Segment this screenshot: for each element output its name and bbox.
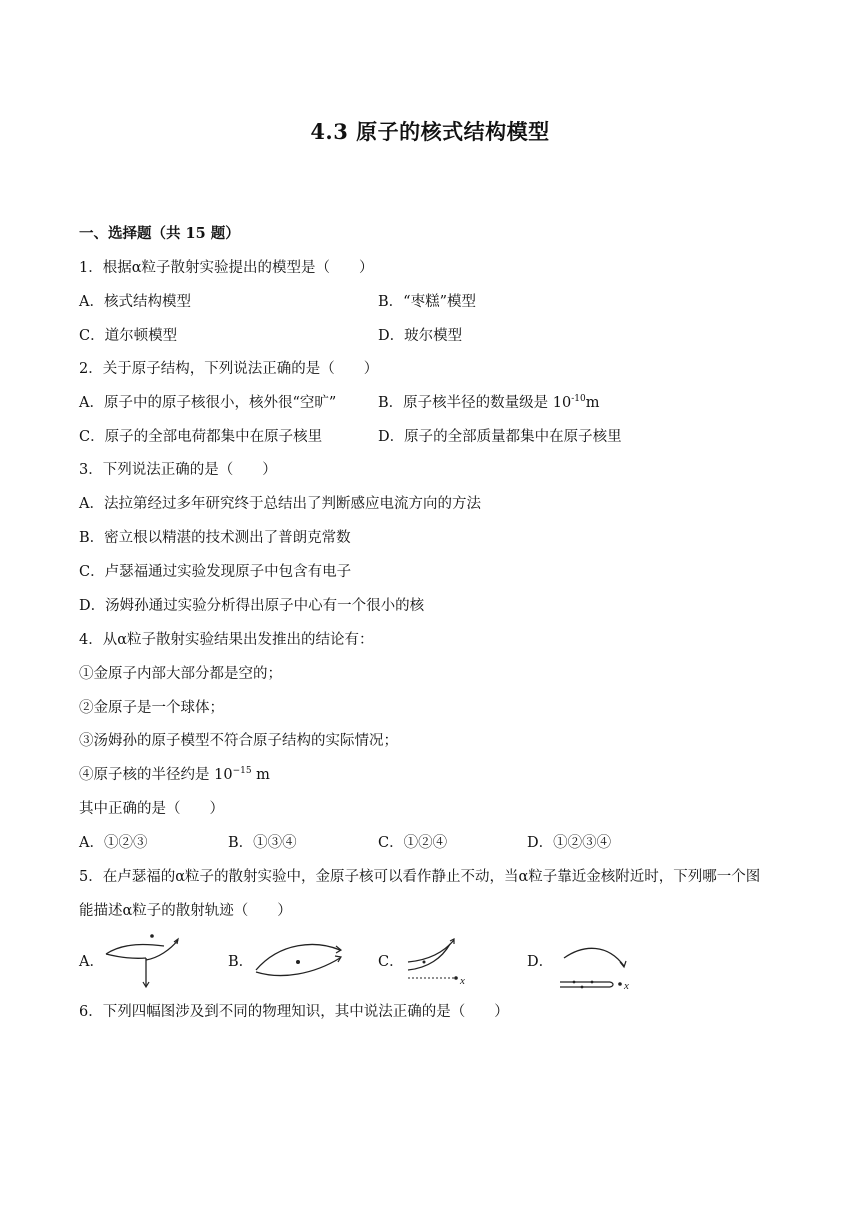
q5-figure-c-label: x — [460, 975, 465, 987]
q2-stem: 2．关于原子结构，下列说法正确的是（ ） — [79, 361, 379, 377]
q4-option-c: C．①②④ — [378, 835, 448, 851]
q1-stem: 1．根据α粒子散射实验提出的模型是（ ） — [79, 260, 374, 276]
q4-option-a: A．①②③ — [79, 835, 148, 851]
q4-stem: 4．从α粒子散射实验结果出发推出的结论有： — [79, 632, 374, 648]
page-title: 4.3 原子的核式结构模型 — [310, 119, 550, 144]
q4-statement-1: ①金原子内部大部分都是空的； — [79, 666, 282, 682]
q4-ask: 其中正确的是（ ） — [79, 801, 224, 817]
q5-stem-line-2: 能描述α粒子的散射轨迹（ ） — [79, 903, 292, 919]
q3-option-b: B．密立根以精湛的技术测出了普朗克常数 — [79, 530, 351, 546]
q5-option-d: D． — [527, 954, 554, 970]
q5-figure-a — [100, 932, 184, 990]
q4-option-b: B．①③④ — [228, 835, 297, 851]
q4-statement-3: ③汤姆孙的原子模型不符合原子结构的实际情况； — [79, 733, 398, 749]
q1-option-c: C．道尔顿模型 — [79, 328, 178, 344]
q5-figure-c — [400, 932, 480, 988]
q5-stem-line-1: 5．在卢瑟福的α粒子的散射实验中，金原子核可以看作静止不动，当α粒子靠近金核附近时，下列哪一个图 — [79, 869, 761, 885]
q2-option-c: C．原子的全部电荷都集中在原子核里 — [79, 429, 323, 445]
q1-option-d: D．玻尔模型 — [378, 328, 463, 344]
q5-figure-d — [554, 940, 642, 992]
q4-statement-4: ④原子核的半径约是 $10^{-15}$ m — [79, 766, 270, 783]
q1-option-b: B．“枣糕”模型 — [378, 294, 476, 310]
q3-option-a: A．法拉第经过多年研究终于总结出了判断感应电流方向的方法 — [79, 496, 481, 512]
q5-option-c: C． — [378, 954, 404, 970]
q5-option-a: A． — [79, 954, 104, 970]
q5-figure-b — [252, 936, 348, 982]
q2-option-b: B．原子核半径的数量级是 $10^{-10}m$ — [378, 394, 600, 411]
q6-stem: 6．下列四幅图涉及到不同的物理知识，其中说法正确的是（ ） — [79, 1004, 509, 1020]
q5-figure-d-label: x — [624, 980, 629, 992]
q2-option-d: D．原子的全部质量都集中在原子核里 — [378, 429, 622, 445]
q3-option-c: C．卢瑟福通过实验发现原子中包含有电子 — [79, 564, 352, 580]
q3-stem: 3．下列说法正确的是（ ） — [79, 462, 277, 478]
q2-option-a: A．原子中的原子核很小，核外很“空旷” — [79, 395, 337, 411]
q4-option-d: D．①②③④ — [527, 835, 612, 851]
q3-option-d: D．汤姆孙通过实验分析得出原子中心有一个很小的核 — [79, 598, 425, 614]
q4-statement-2: ②金原子是一个球体； — [79, 700, 224, 716]
q1-option-a: A．核式结构模型 — [79, 294, 191, 310]
section-heading: 一、选择题（共 15 题） — [79, 225, 240, 242]
q5-option-b: B． — [228, 954, 254, 970]
